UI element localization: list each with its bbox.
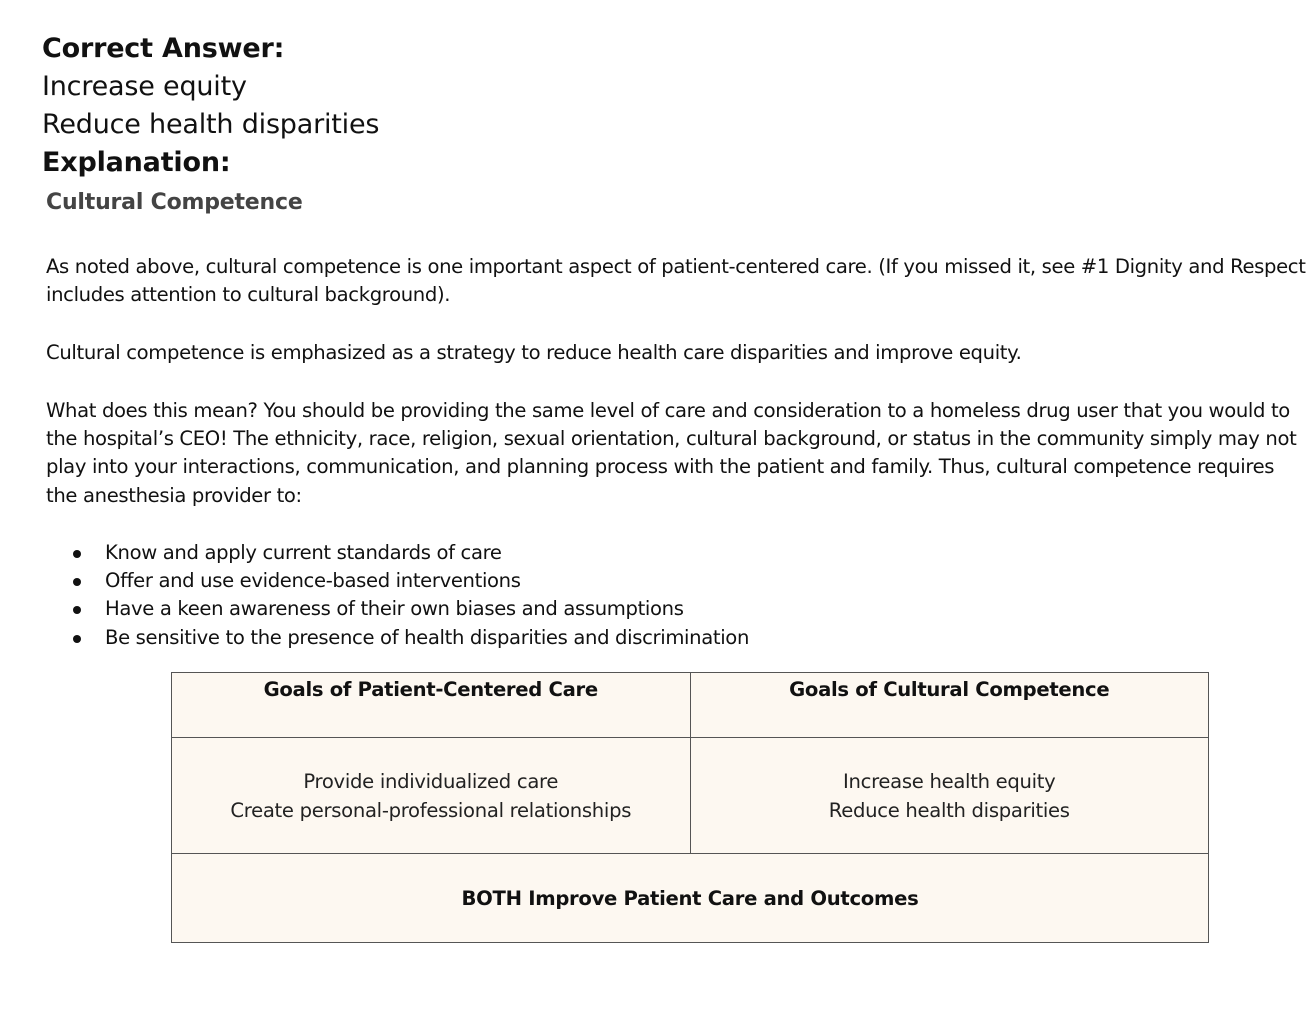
paragraph: What does this mean? You should be providing the same level of care and consideration to a homeless drug user that you would to the hospital’s CEO! The ethnicity, race, religion, sexual orientation, cultural background, or status in the community simply may not play into your interactions, communication, and planning process with the patient and family. Thus, cultural competence requires the anesthesia provider to:: [46, 399, 1297, 507]
list-item: [46, 567, 749, 595]
table-row: [172, 738, 1209, 854]
table-footer-row: [172, 854, 1209, 943]
goals-table: [171, 672, 1209, 943]
paragraph: As noted above, cultural competence is one important aspect of patient-centered care. (If you missed it, see #1 Dignity and Respect includes attention to cultural background).: [46, 255, 1306, 307]
bullet-icon: [73, 578, 81, 586]
both-outcomes-cell: BOTH Improve Patient Care and Outcomes: [172, 854, 1209, 943]
patient-centered-goals-cell: [172, 738, 691, 854]
answer-item: Reduce health disparities: [42, 109, 380, 140]
goal-text: Increase health equity: [843, 769, 1056, 793]
goal-text: Reduce health disparities: [828, 798, 1070, 822]
header-cultural-competence: Goals of Cultural Competence: [690, 673, 1209, 738]
section-title: Cultural Competence: [46, 190, 303, 215]
cultural-competence-goals-cell: [690, 738, 1209, 854]
requirements-list: [46, 539, 749, 652]
list-item-text: Be sensitive to the presence of health disparities and discrimination: [105, 625, 750, 649]
bullet-icon: [73, 606, 81, 614]
explanation-heading: Explanation:: [42, 147, 231, 178]
bullet-icon: [73, 635, 81, 643]
list-item-text: Have a keen awareness of their own biases and assumptions: [105, 597, 684, 621]
paragraph: Cultural competence is emphasized as a strategy to reduce health care disparities and improve equity.: [46, 341, 1022, 364]
list-item-text: Offer and use evidence-based interventions: [105, 569, 521, 593]
goal-text: Create personal-professional relationships: [230, 798, 632, 822]
table-header-row: [172, 673, 1209, 738]
list-item: [46, 595, 749, 623]
header-patient-centered-care: Goals of Patient-Centered Care: [172, 673, 691, 738]
list-item: [46, 624, 749, 652]
list-item: [46, 539, 749, 567]
correct-answer-heading: Correct Answer:: [42, 33, 285, 64]
list-item-text: Know and apply current standards of care: [105, 541, 502, 564]
answer-item: Increase equity: [42, 71, 247, 102]
goal-text: Provide individualized care: [303, 769, 559, 793]
bullet-icon: [73, 550, 81, 558]
answer-block: [42, 30, 379, 182]
